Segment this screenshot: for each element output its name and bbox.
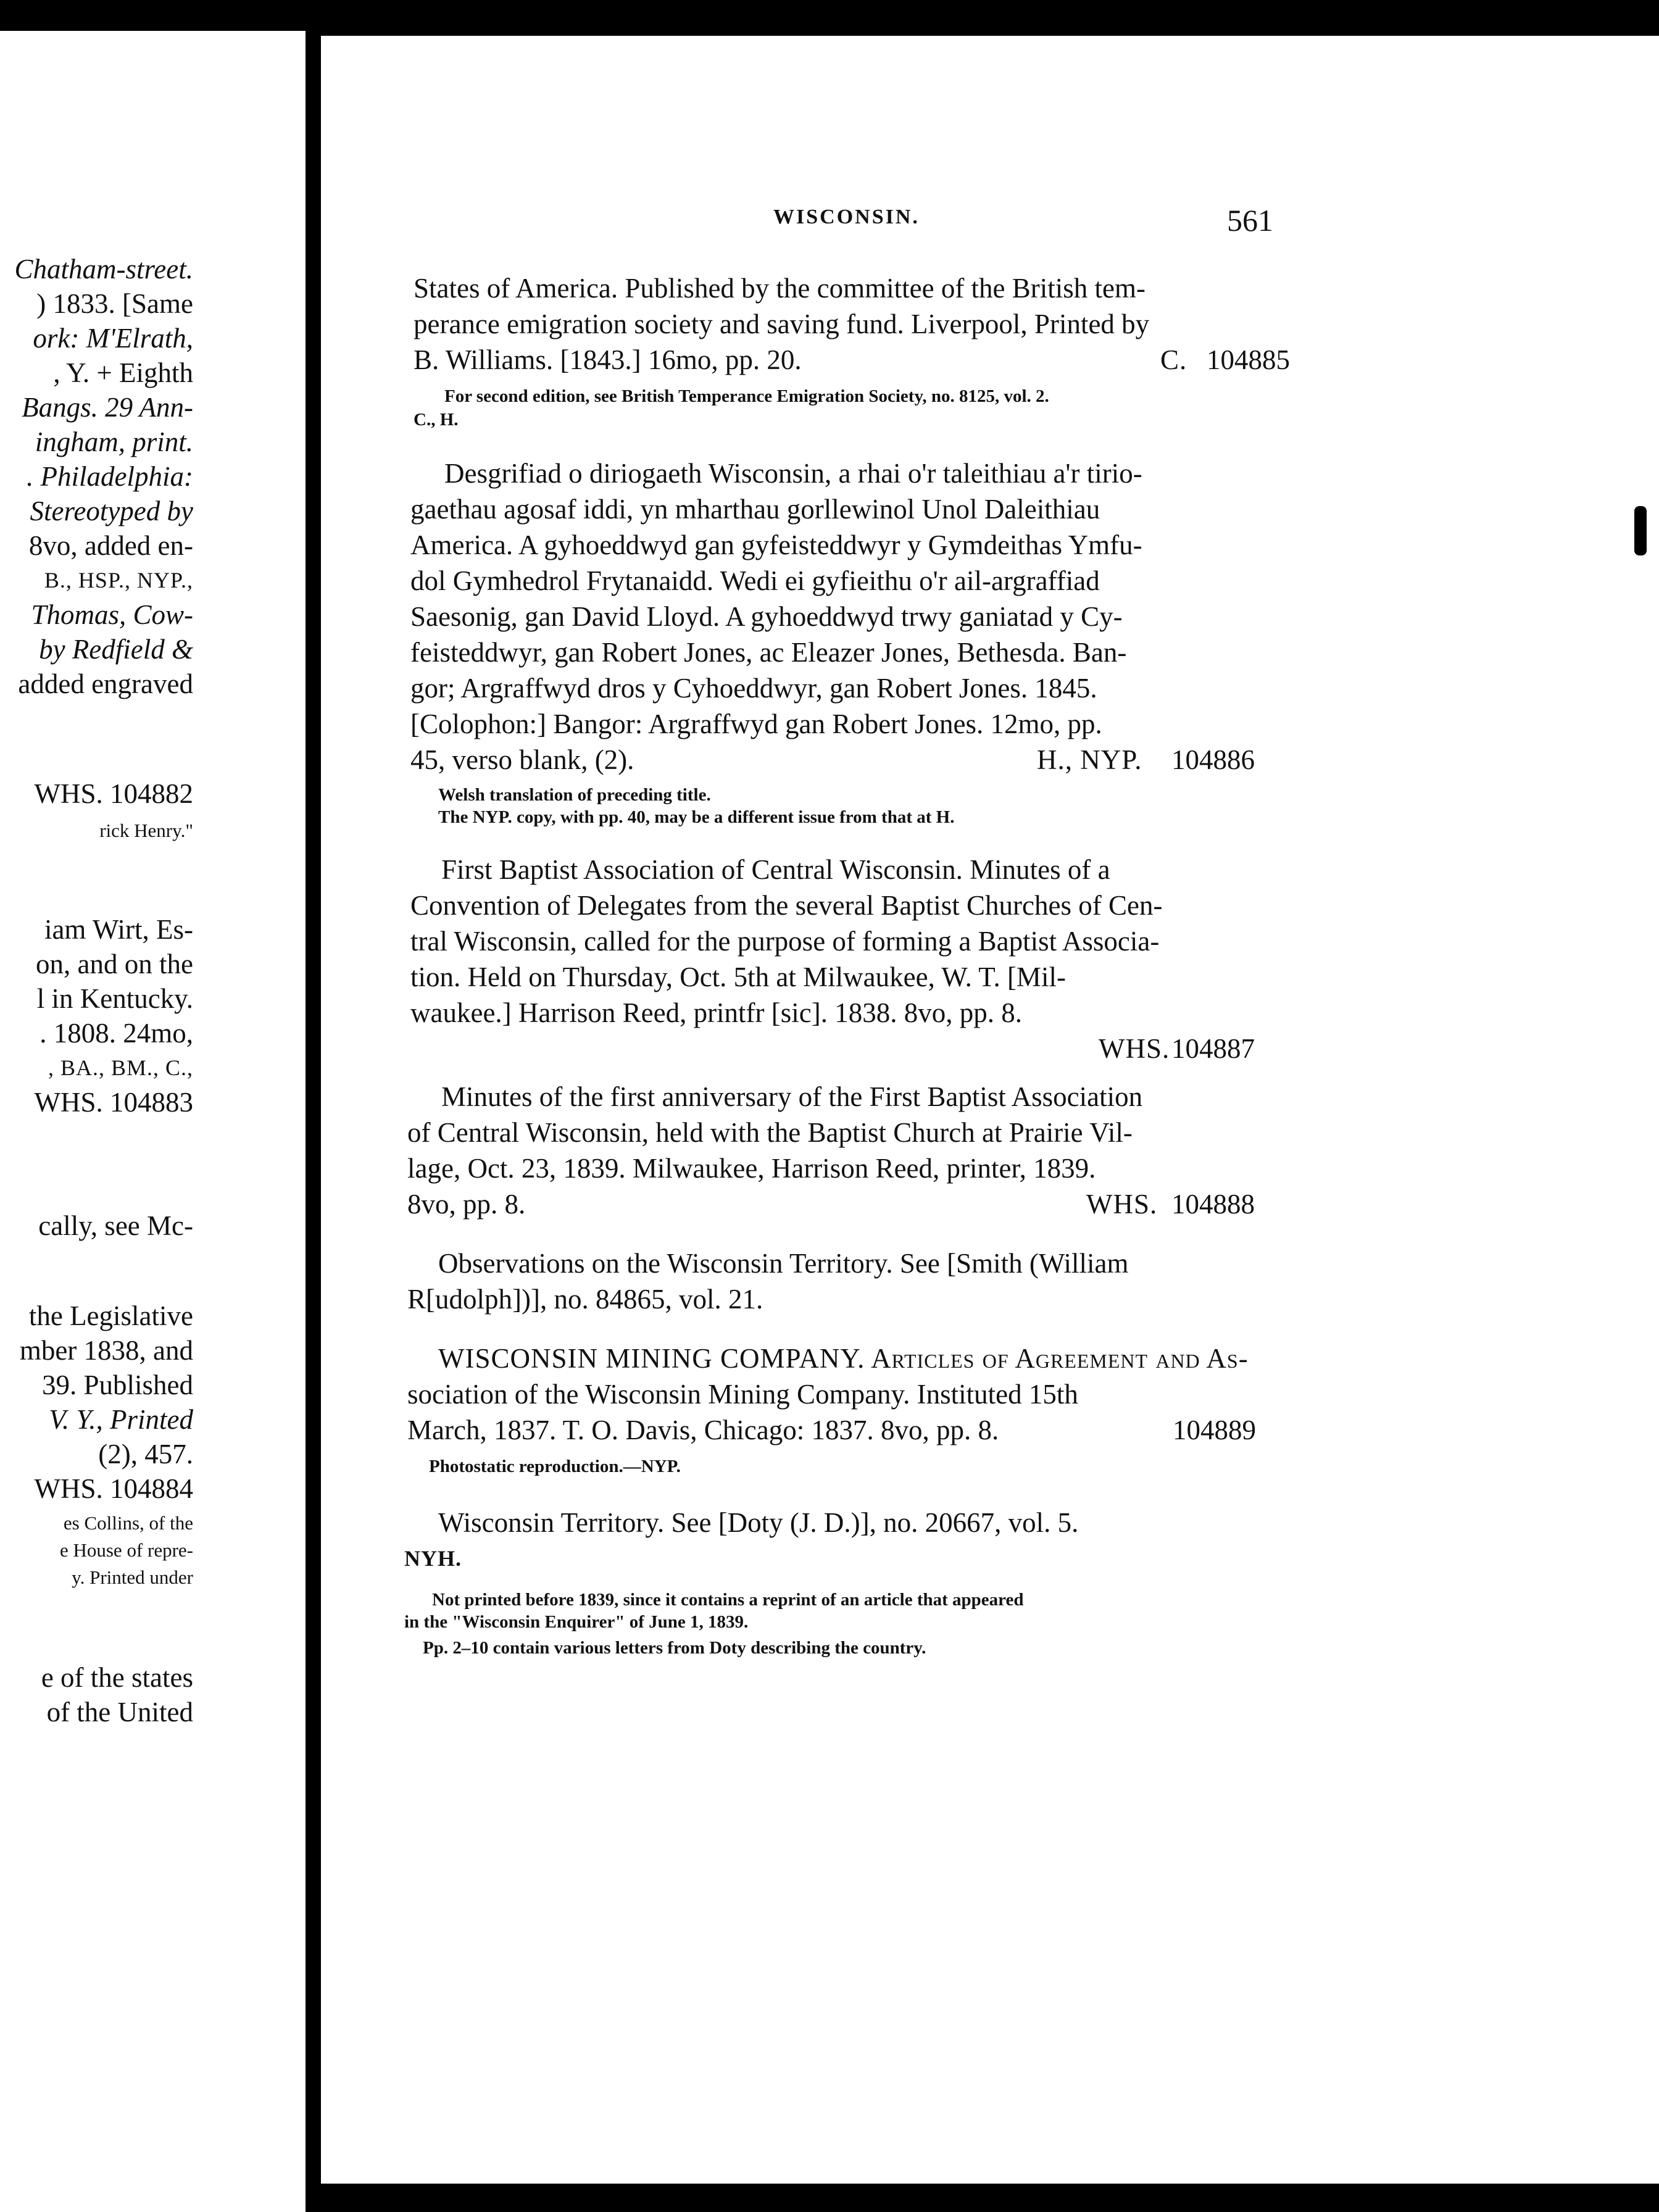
left-note: y. Printed under [72, 1566, 193, 1588]
running-header: WISCONSIN. [773, 206, 920, 228]
entry-line: R[udolph])], no. 84865, vol. 21. [407, 1284, 763, 1315]
entry-number: 104886 [1171, 744, 1255, 775]
left-line: iam Wirt, Es- [44, 914, 193, 945]
entry-line: sociation of the Wisconsin Mining Company. Instituted 15th [407, 1379, 1078, 1410]
left-line: . 1808. 24mo, [40, 1018, 193, 1049]
entry-note: Welsh translation of preceding title. [438, 785, 711, 805]
left-line: ) 1833. [Same [36, 288, 193, 319]
entry-line: feisteddwyr, gan Robert Jones, ac Eleazer Jones, Bethesda. Ban- [410, 637, 1127, 668]
left-line: e of the states [41, 1662, 193, 1693]
gutter-shadow [307, 25, 320, 2212]
scan-speck [1481, 19, 1489, 26]
left-line: ingham, print. [35, 426, 193, 457]
left-line: of the United [46, 1697, 193, 1728]
left-page-fragment [0, 31, 306, 2212]
left-line: WHS. 104884 [34, 1473, 193, 1504]
left-line: cally, see Mc- [38, 1210, 193, 1241]
entry-number: 104887 [1171, 1033, 1255, 1064]
entry-line: tion. Held on Thursday, Oct. 5th at Milwaukee, W. T. [Mil- [410, 962, 1066, 992]
entry-note: For second edition, see British Temperance Emigration Society, no. 8125, vol. 2. [444, 386, 1049, 406]
entry-line: gaethau agosaf iddi, yn mharthau gorllewinol Unol Daleithiau [410, 494, 1100, 525]
entry-line: NYH. [404, 1546, 462, 1571]
entry-line: of Central Wisconsin, held with the Baptist Church at Prairie Vil- [407, 1117, 1133, 1148]
left-line: V. Y., Printed [49, 1404, 193, 1435]
left-line: by Redfield & [39, 634, 193, 665]
left-line: , Y. + Eighth [53, 357, 193, 388]
left-line: Chatham-street. [14, 254, 193, 285]
entry-number: 104889 [1173, 1415, 1256, 1445]
entry-line: 8vo, pp. 8. [407, 1189, 526, 1220]
location-code: WHS. [1086, 1189, 1158, 1220]
entry-number: 104885 [1207, 344, 1290, 375]
scan-speck [1634, 506, 1647, 555]
left-line: . Philadelphia: [27, 461, 193, 492]
location-code: H., NYP. [1037, 744, 1142, 775]
left-line: ork: M'Elrath, [33, 323, 193, 354]
left-line: l in Kentucky. [36, 983, 193, 1014]
left-line: on, and on the [36, 949, 193, 979]
entry-line: Saesonig, gan David Lloyd. A gyhoeddwyd trwy ganiatad y Cy- [410, 601, 1123, 632]
left-line: WHS. 104882 [34, 778, 193, 809]
left-line: mber 1838, and [19, 1335, 193, 1366]
left-line: the Legislative [28, 1300, 193, 1331]
entry-note: The NYP. copy, with pp. 40, may be a different issue from that at H. [438, 807, 955, 827]
entry-note: Not printed before 1839, since it contains a reprint of an article that appeared [432, 1590, 1024, 1610]
entry-line: First Baptist Association of Central Wisconsin. Minutes of a [441, 854, 1110, 885]
entry-line: March, 1837. T. O. Davis, Chicago: 1837. 8vo, pp. 8. [407, 1415, 999, 1445]
entry-note: in the "Wisconsin Enquirer" of June 1, 1839. [404, 1612, 749, 1632]
scan-speck [281, 1642, 286, 1649]
left-note: e House of repre- [59, 1539, 193, 1561]
left-line: (2), 457. [98, 1439, 193, 1470]
entry-line: Observations on the Wisconsin Territory. See [Smith (William [438, 1248, 1129, 1279]
entry-line: America. A gyhoeddwyd gan gyfeisteddwyr y Gymdeithas Ymfu- [410, 530, 1142, 560]
entry-line: States of America. Published by the committee of the British tem- [414, 273, 1146, 304]
left-line: 8vo, added en- [28, 530, 193, 561]
entry-line: lage, Oct. 23, 1839. Milwaukee, Harrison Reed, printer, 1839. [407, 1153, 1096, 1184]
page-number: 561 [1227, 203, 1273, 238]
left-note: rick Henry." [99, 820, 193, 841]
location-code: WHS. [1099, 1033, 1170, 1064]
left-line: B., HSP., NYP., [44, 568, 193, 592]
left-line: 39. Published [41, 1370, 193, 1400]
left-line: Stereotyped by [30, 496, 193, 526]
left-note: es Collins, of the [63, 1512, 193, 1534]
entry-line: waukee.] Harrison Reed, printfr [sic]. 1838. 8vo, pp. 8. [410, 997, 1022, 1028]
entry-line: Convention of Delegates from the several Baptist Churches of Cen- [410, 890, 1163, 921]
entry-note: C., H. [414, 410, 459, 430]
entry-note: Photostatic reproduction.—NYP. [429, 1457, 681, 1476]
entry-line: tral Wisconsin, called for the purpose of forming a Baptist Associa- [410, 926, 1160, 957]
entry-line: perance emigration society and saving fund. Liverpool, Printed by [414, 309, 1150, 339]
entry-line: Minutes of the first anniversary of the First Baptist Association [441, 1081, 1143, 1112]
left-line: added engraved [18, 668, 193, 699]
left-line: Thomas, Cow- [31, 599, 193, 630]
entry-line: Wisconsin Territory. See [Doty (J. D.)], no. 20667, vol. 5. [438, 1507, 1079, 1538]
location-code: C. [1160, 344, 1187, 375]
right-page [321, 36, 1659, 2184]
entry-line: [Colophon:] Bangor: Argraffwyd gan Robert Jones. 12mo, pp. [410, 709, 1102, 739]
entry-line: gor; Argraffwyd dros y Cyhoeddwyr, gan Robert Jones. 1845. [410, 673, 1097, 704]
entry-line: dol Gymhedrol Frytanaidd. Wedi ei gyfieithu o'r ail-argraffiad [410, 565, 1100, 596]
left-line: Bangs. 29 Ann- [22, 392, 193, 423]
entry-line: Desgrifiad o diriogaeth Wisconsin, a rhai o'r taleithiau a'r tirio- [444, 458, 1142, 489]
left-line: WHS. 104883 [34, 1087, 193, 1118]
entry-note: Pp. 2–10 contain various letters from Doty describing the country. [423, 1638, 926, 1658]
entry-line: B. Williams. [1843.] 16mo, pp. 20. [414, 344, 802, 375]
entry-line: 45, verso blank, (2). [410, 744, 634, 775]
entry-number: 104888 [1171, 1189, 1255, 1220]
left-line: , BA., BM., C., [48, 1055, 193, 1080]
entry-line: WISCONSIN MINING COMPANY. Articles of Agreement and As- [438, 1343, 1249, 1374]
